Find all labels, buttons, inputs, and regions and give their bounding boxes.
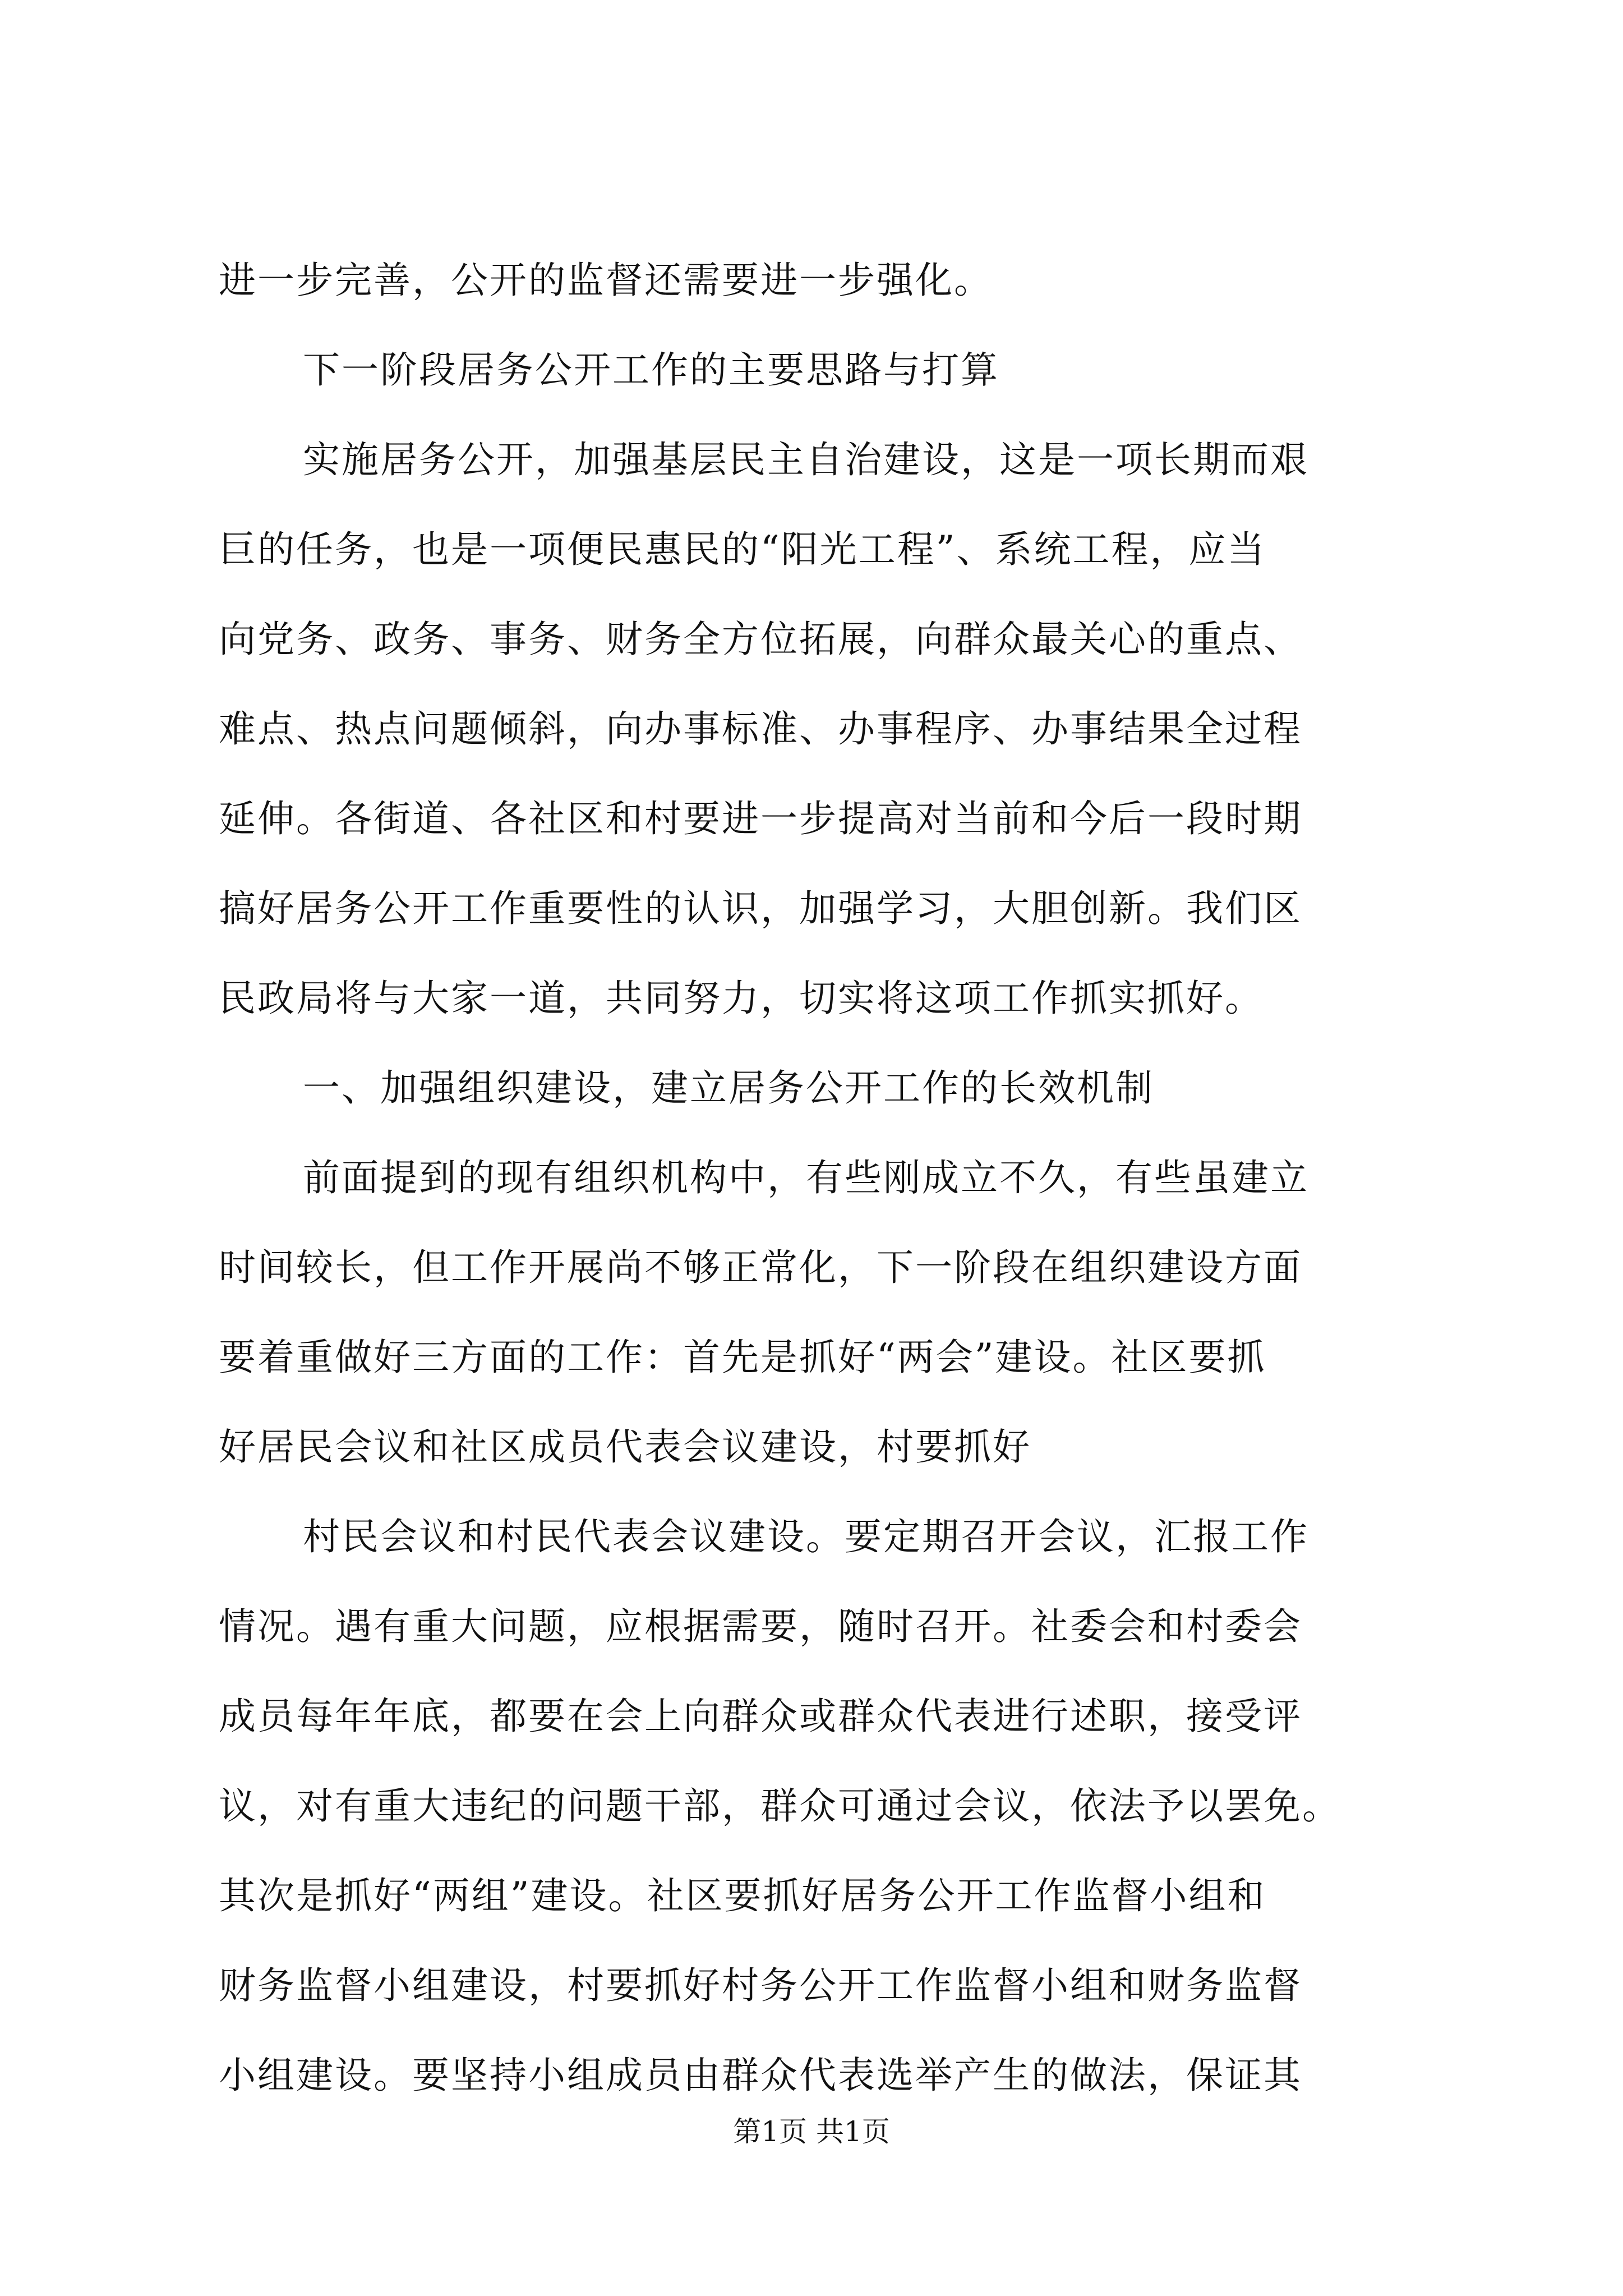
text-line: 向党务、政务、事务、财务全方位拓展，向群众最关心的重点、 bbox=[219, 618, 1302, 661]
text-line: 民政局将与大家一道，共同努力，切实将这项工作抓实抓好。 bbox=[219, 977, 1264, 1020]
page-footer: 第1页 共1页 bbox=[733, 2115, 890, 2148]
text-line: 巨的任务，也是一项便民惠民的“阳光工程”、系统工程，应当 bbox=[219, 528, 1266, 571]
section-heading: 下一阶段居务公开工作的主要思路与打算 bbox=[303, 348, 999, 392]
text-line: 好居民会议和社区成员代表会议建设，村要抓好 bbox=[219, 1425, 1031, 1469]
section-heading: 一、加强组织建设，建立居务公开工作的长效机制 bbox=[303, 1066, 1154, 1110]
text-line: 要着重做好三方面的工作：首先是抓好“两会”建设。社区要抓 bbox=[219, 1336, 1266, 1379]
text-line: 实施居务公开，加强基层民主自治建设，这是一项长期而艰 bbox=[303, 438, 1309, 481]
text-line: 进一步完善，公开的监督还需要进一步强化。 bbox=[219, 259, 993, 302]
text-line: 成员每年年底，都要在会上向群众或群众代表进行述职，接受评 bbox=[219, 1695, 1302, 1738]
text-line: 财务监督小组建设，村要抓好村务公开工作监督小组和财务监督 bbox=[219, 1964, 1302, 2007]
text-line: 搞好居务公开工作重要性的认识，加强学习，大胆创新。我们区 bbox=[219, 887, 1302, 930]
text-line: 议，对有重大违纪的问题干部，群众可通过会议，依法予以罢免。 bbox=[219, 1784, 1341, 1828]
text-line: 难点、热点问题倾斜，向办事标准、办事程序、办事结果全过程 bbox=[219, 707, 1302, 751]
text-line: 时间较长，但工作开展尚不够正常化，下一阶段在组织建设方面 bbox=[219, 1246, 1302, 1289]
text-line: 村民会议和村民代表会议建设。要定期召开会议，汇报工作 bbox=[303, 1515, 1309, 1558]
text-line: 延伸。各街道、各社区和村要进一步提高对当前和今后一段时期 bbox=[219, 797, 1302, 840]
text-line: 前面提到的现有组织机构中，有些刚成立不久，有些虽建立 bbox=[303, 1156, 1309, 1199]
text-line: 情况。遇有重大问题，应根据需要，随时召开。社委会和村委会 bbox=[219, 1605, 1302, 1648]
text-line: 其次是抓好“两组”建设。社区要抓好居务公开工作监督小组和 bbox=[219, 1874, 1266, 1917]
text-line: 小组建设。要坚持小组成员由群众代表选举产生的做法，保证其 bbox=[219, 2054, 1302, 2097]
